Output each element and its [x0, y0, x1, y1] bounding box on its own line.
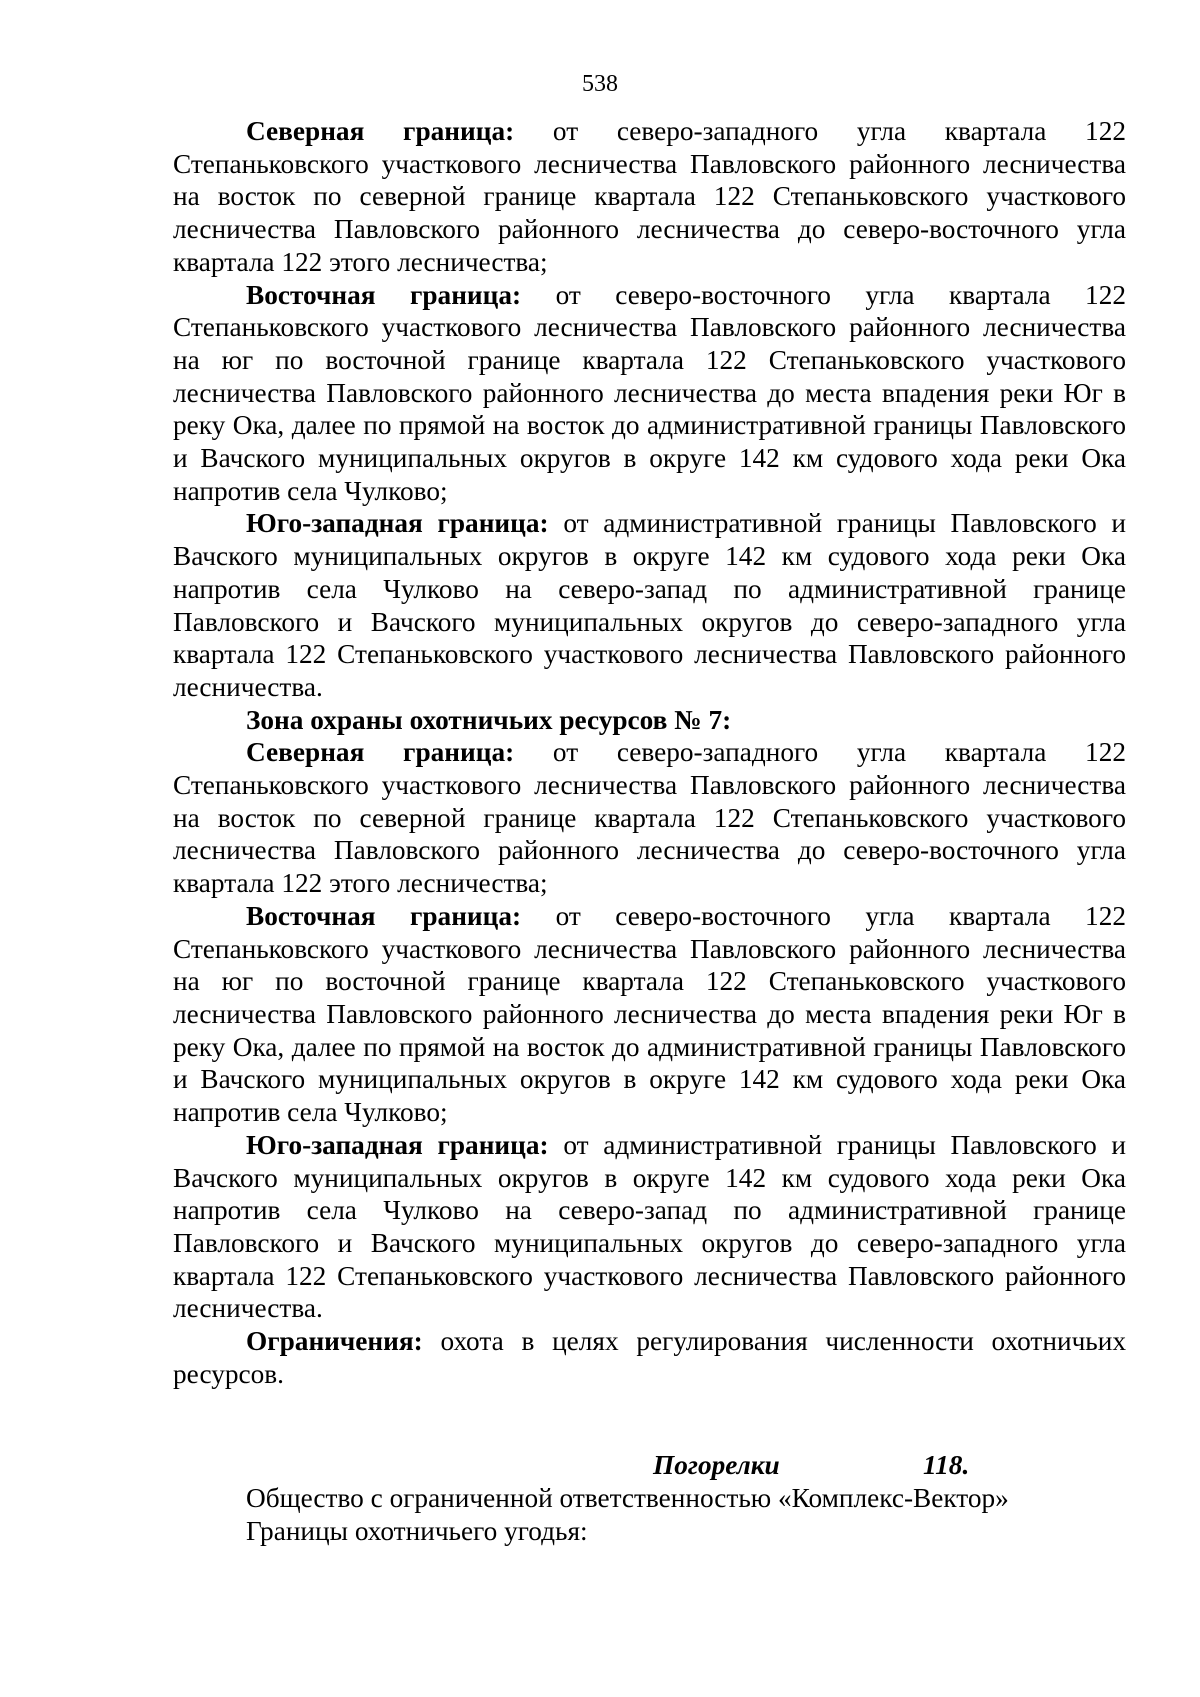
east-boundary-text: от северо-восточного угла квартала 122 Степаньковского участкового лесничества Павловского районного лесничества на юг по восточной границе квартала 122 Степаньковского участкового лесничества Павловского районного лесничества до места впадения реки Юг в реку Ока, далее по прямой на восток до административной границы Павловского и Вачского муниципальных округов в округе 142 км судового хода реки Ока напротив села Чулково;	[173, 279, 1126, 506]
zone-7-north-boundary-paragraph	[173, 736, 1126, 900]
restrictions-paragraph	[173, 1325, 1126, 1390]
restrictions-text: охота в целях регулирования численности охотничьих ресурсов.	[173, 1326, 1126, 1389]
north-boundary-paragraph	[173, 115, 1126, 279]
zone-7-southwest-boundary-label: Юго-западная граница:	[246, 1129, 549, 1160]
zone-7-heading: Зона охраны охотничьих ресурсов № 7:	[246, 704, 732, 735]
east-boundary-paragraph	[173, 279, 1126, 508]
southwest-boundary-text: от административной границы Павловского и Вачского муниципальных округов в округе 142 км судового хода реки Ока напротив села Чулково на северо-запад по административной границе Павловского и Вачского муниципальных округов до северо-западного угла квартала 122 Степаньковского участкового лесничества Павловского районного лесничества.	[173, 508, 1127, 702]
zone-7-north-boundary-text: от северо-западного угла квартала 122 Степаньковского участкового лесничества Павловского районного лесничества на восток по северной границе квартала 122 Степаньковского участкового лесничества Павловского районного лесничества до северо-восточного угла квартала 122 этого лесничества;	[173, 737, 1126, 899]
southwest-boundary-paragraph	[173, 507, 1126, 703]
zone-7-east-boundary-paragraph	[173, 900, 1126, 1129]
zone-7-east-boundary-text: от северо-восточного угла квартала 122 Степаньковского участкового лесничества Павловского районного лесничества на юг по восточной границе квартала 122 Степаньковского участкового лесничества Павловского районного лесничества до места впадения реки Юг в реку Ока, далее по прямой на восток до административной границы Павловского и Вачского муниципальных округов в округе 142 км судового хода реки Ока напротив села Чулково;	[173, 900, 1126, 1128]
southwest-boundary-label: Юго-западная граница:	[246, 508, 549, 539]
section-number: 118.	[923, 1450, 970, 1481]
page-number: 538	[582, 71, 618, 97]
document-body	[173, 115, 1126, 1548]
zone-7-southwest-boundary-paragraph	[173, 1129, 1126, 1325]
east-boundary-label: Восточная граница:	[246, 279, 522, 310]
north-boundary-text: от северо-западного угла квартала 122 Степаньковского участкового лесничества Павловского районного лесничества на восток по северной границе квартала 122 Степаньковского участкового лесничества Павловского районного лесничества до северо-восточного угла квартала 122 этого лесничества;	[173, 116, 1126, 277]
zone-7-east-boundary-label: Восточная граница:	[246, 900, 522, 931]
restrictions-label: Ограничения:	[246, 1326, 423, 1357]
section-heading	[173, 1448, 1126, 1482]
boundaries-label: Границы охотничьего угодья:	[246, 1516, 588, 1547]
section-title: Погорелки	[653, 1450, 780, 1481]
zone-7-north-boundary-label: Северная граница:	[246, 737, 515, 768]
zone-7-southwest-boundary-text: от административной границы Павловского и Вачского муниципальных округов в округе 142 км судового хода реки Ока напротив села Чулково на северо-запад по административной границе Павловского и Вачского муниципальных округов до северо-западного угла квартала 122 Степаньковского участкового лесничества Павловского районного лесничества.	[173, 1129, 1127, 1324]
organization-name: Общество с ограниченной ответственностью «Комплекс-Вектор»	[246, 1483, 1009, 1514]
north-boundary-label: Северная граница:	[246, 116, 515, 146]
